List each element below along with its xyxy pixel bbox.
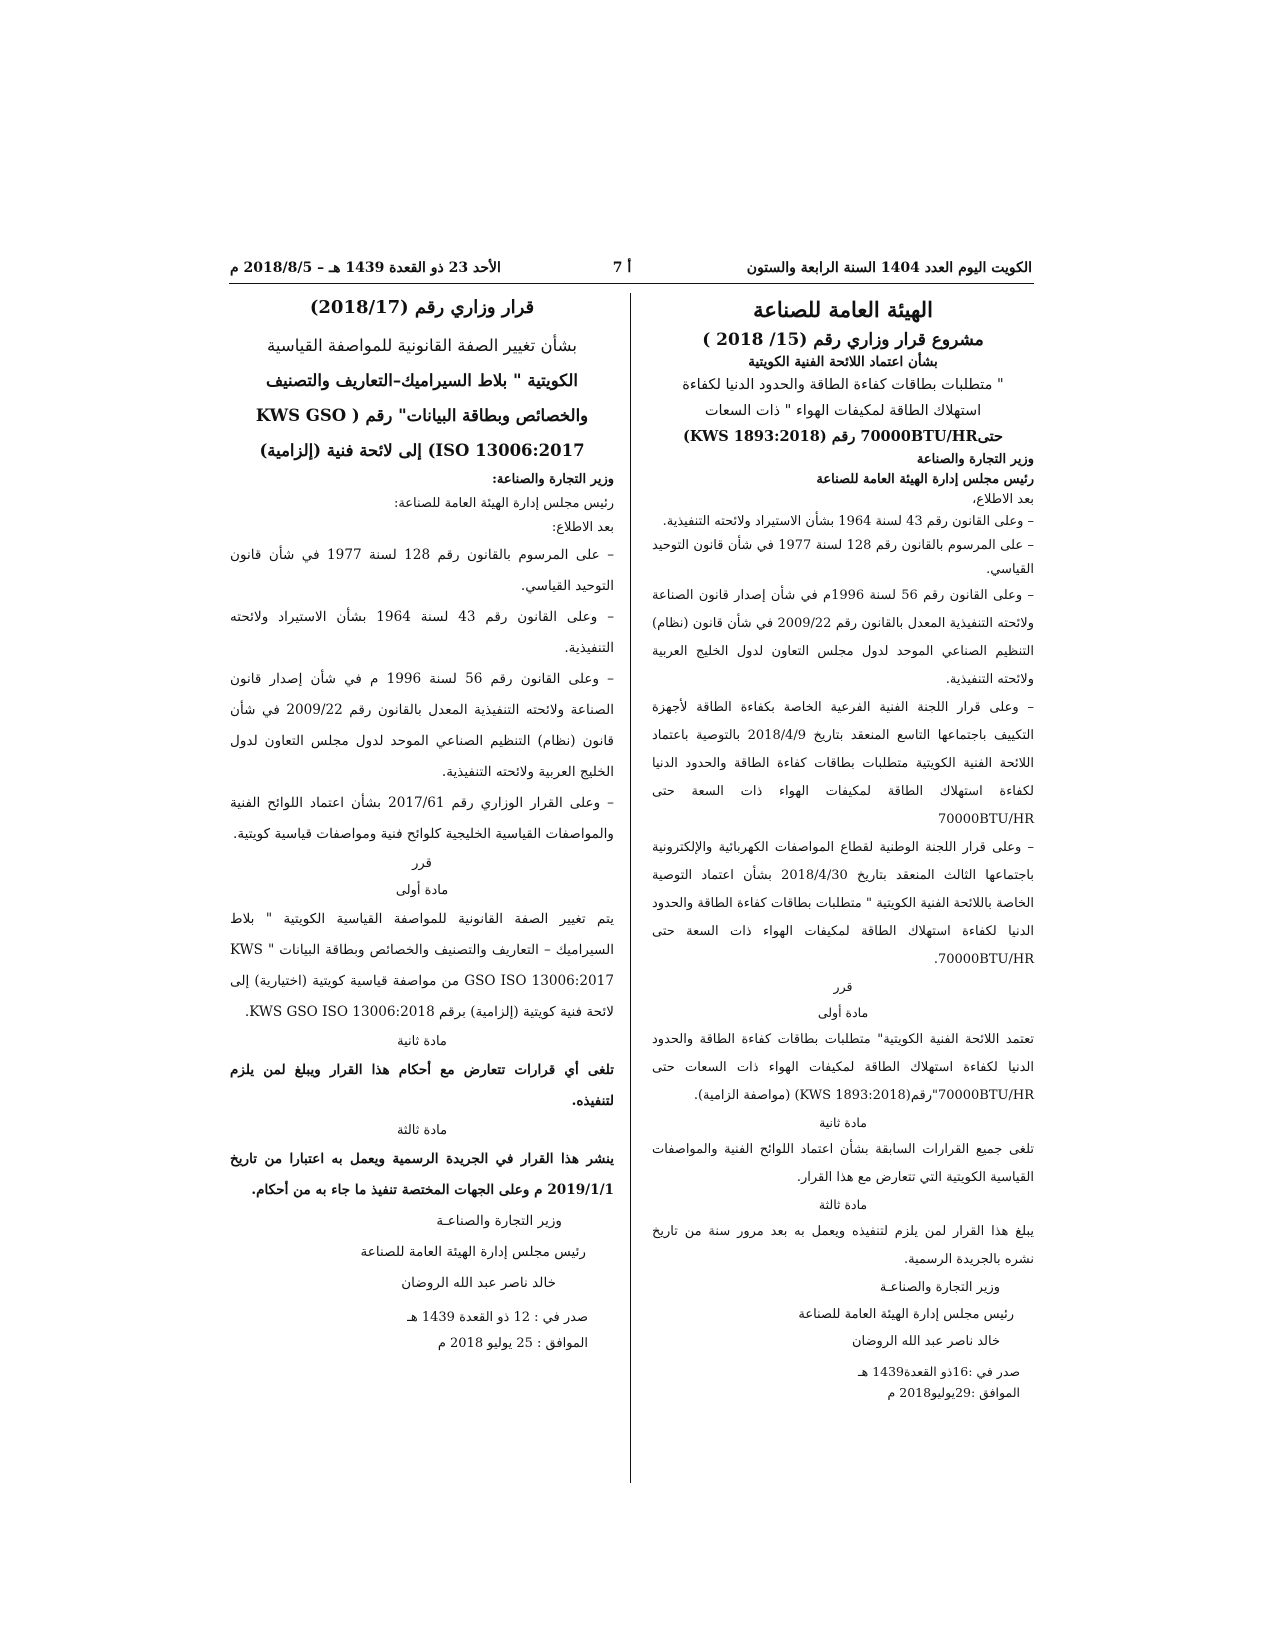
- issued-date: صدر في : 12 ذو القعدة 1439 هـ: [407, 1310, 588, 1325]
- issuer-line: رئيس مجلس إدارة الهيئة العامة للصناعة:: [393, 496, 614, 511]
- preamble-clause: – وعلى القانون رقم 43 لسنة 1964 بشأن الاستيراد ولائحته التنفيذية.: [662, 514, 1034, 529]
- preamble-clause: – وعلى قرار اللجنة الوطنية لقطاع المواصفات الكهربائية والإلكترونية باجتماعها الثالث المنعقد بتاريخ 2018/4/30 بشأن اعتماد التوصية الخاصة باللائحة الفنية الكويتية " متطلبات بطاقات كفاءة الطاقة والحدود الدنيا لكفاءة استهلاك الطاقة لمكيفات الهواء ذات السعة حتى 70000BTU/HR.: [652, 840, 1034, 967]
- authority-heading: الهيئة العامة للصناعة: [753, 297, 933, 322]
- signature-line: وزير التجارة والصناعـة: [436, 1213, 562, 1229]
- right-column: [652, 297, 1034, 1403]
- issuer-line: رئيس مجلس إدارة الهيئة العامة للصناعة: [816, 472, 1034, 487]
- article-heading: مادة أولى: [395, 883, 449, 898]
- decided-heading: قرر: [833, 979, 853, 994]
- title-line: حتى70000BTU/HR رقم (KWS 1893:2018): [682, 428, 1003, 445]
- signature-line: خالد ناصر عبد الله الروضان: [401, 1275, 556, 1291]
- article-heading: مادة ثانية: [397, 1034, 447, 1049]
- title-line: ISO 13006:2017) إلى لائحة فنية (إلزامية): [259, 441, 585, 460]
- preamble-clause: – وعلى القانون رقم 43 لسنة 1964 بشأن الاستيراد ولائحته التنفيذية.: [230, 609, 614, 656]
- preamble-clause: – وعلى قرار اللجنة الفنية الفرعية الخاصة بكفاءة الطاقة لأجهزة التكييف باجتماعها التاسع المنعقد بتاريخ 2018/4/9 بالتوصية باعتماد اللائحة الفنية الكويتية متطلبات بطاقات كفاءة الطاقة والحدود الدنيا لكفاءة استهلاك الطاقة لمكيفات الهواء ذات السعة حتى 70000BTU/HR: [652, 700, 1034, 827]
- decision-subject: بشأن اعتماد اللائحة الفنية الكويتية: [748, 354, 938, 370]
- after-review-label: بعد الاطلاع،: [972, 492, 1034, 507]
- decided-heading: قرر: [412, 856, 432, 871]
- article-text: تلغى جميع القرارات السابقة بشأن اعتماد اللوائح الفنية والمواصفات القياسية الكويتية التي تتعارض مع هذا القرار.: [652, 1142, 1034, 1185]
- article-text: يبلغ هذا القرار لمن يلزم لتنفيذه ويعمل به بعد مرور سنة من تاريخ نشره بالجريدة الرسمية.: [652, 1224, 1034, 1267]
- article-text: تعتمد اللائحة الفنية الكويتية" متطلبات بطاقات كفاءة الطاقة والحدود الدنيا لكفاءة استهلاك الطاقة لمكيفات الهواء ذات السعات حتى 70000BTU/HR"رقم(KWS 1893:2018) (مواصفة الزامية).: [652, 1032, 1034, 1103]
- decision-title: مشروع قرار وزاري رقم (15/ 2018 ): [702, 330, 984, 350]
- preamble-clause: – وعلى القانون رقم 56 لسنة 1996م في شأن إصدار قانون الصناعة ولائحته التنفيذية المعدل بالقانون رقم 2009/22 في شأن قانون (نظام) التنظيم الصناعي الموحد لدول مجلس التعاون لدول الخليج العربية ولائحته التنفيذية.: [652, 588, 1034, 687]
- gregorian-date: الموافق :29يوليو2018 م: [887, 1385, 1020, 1400]
- title-line: بشأن تغيير الصفة القانونية للمواصفة القياسية: [267, 336, 577, 355]
- signature-line: رئيس مجلس إدارة الهيئة العامة للصناعة: [798, 1307, 1014, 1322]
- signature-line: رئيس مجلس إدارة الهيئة العامة للصناعة: [360, 1244, 586, 1260]
- article-text: ينشر هذا القرار في الجريدة الرسمية ويعمل به اعتبارا من تاريخ 2019/1/1 م وعلى الجهات المختصة تنفيذ ما جاء به من أحكام.: [230, 1151, 614, 1198]
- title-line: والخصائص وبطاقة البيانات" رقم ( KWS GSO: [255, 406, 589, 425]
- header-issue-info: الكويت اليوم العدد 1404 السنة الرابعة والستون: [746, 260, 1032, 276]
- preamble-clause: – على المرسوم بالقانون رقم 128 لسنة 1977 في شأن قانون التوحيد القياسي.: [230, 547, 614, 594]
- preamble-clause: – على المرسوم بالقانون رقم 128 لسنة 1977 في شأن قانون التوحيد القياسي.: [652, 538, 1035, 577]
- title-line: الكويتية " بلاط السيراميك–التعاريف والتصنيف: [265, 371, 578, 390]
- column-divider: [630, 293, 631, 1483]
- article-text: تلغى أي قرارات تتعارض مع أحكام هذا القرار ويبلغ لمن يلزم لتنفيذه.: [230, 1062, 614, 1109]
- issuer-line: وزير التجارة والصناعة:: [492, 472, 614, 487]
- article-heading: مادة أولى: [817, 1005, 869, 1020]
- title-line: استهلاك الطاقة لمكيفات الهواء " ذات السعات: [704, 403, 982, 419]
- after-review-label: بعد الاطلاع:: [551, 520, 614, 535]
- article-heading: مادة ثالثة: [818, 1197, 868, 1212]
- article-text: يتم تغيير الصفة القانونية للمواصفة القياسية الكويتية " بلاط السيراميك – التعاريف والتصنيف والخصائص وبطاقة البيانات " KWS GSO ISO 13006:2017 من مواصفة قياسية كويتية (اختيارية) إلى لائحة فنية كويتية (إلزامية) برقم KWS GSO ISO 13006:2018.: [230, 911, 614, 1020]
- decision-title: قرار وزاري رقم (2018/17): [309, 297, 535, 318]
- gregorian-date: الموافق : 25 يوليو 2018 م: [437, 1336, 588, 1351]
- left-column: [230, 297, 614, 1357]
- preamble-clause: – وعلى القرار الوزاري رقم 2017/61 بشأن اعتماد اللوائح الفنية والمواصفات القياسية الخليجية كلوائح فنية ومواصفات قياسية كويتية.: [230, 795, 614, 842]
- issuer-line: وزير التجارة والصناعة: [916, 452, 1034, 467]
- header-page-number: 7 أ: [612, 260, 632, 276]
- preamble-clause: – وعلى القانون رقم 56 لسنة 1996 م في شأن إصدار قانون الصناعة ولائحته التنفيذية المعدل بالقانون رقم 2009/22 في شأن قانون (نظام) التنظيم الصناعي الموحد لدول مجلس التعاون لدول الخليج العربية ولائحته التنفيذية.: [230, 671, 614, 780]
- header-date: الأحد 23 ذو القعدة 1439 هـ – 2018/8/5 م: [230, 260, 501, 276]
- signature-line: وزير التجارة والصناعـة: [879, 1280, 1000, 1295]
- issued-date: صدر في :16ذو القعدة1439 هـ: [857, 1364, 1020, 1379]
- article-heading: مادة ثانية: [819, 1115, 867, 1130]
- article-heading: مادة ثالثة: [396, 1123, 448, 1138]
- title-line: " متطلبات بطاقات كفاءة الطاقة والحدود الدنيا لكفاءة: [682, 377, 1004, 393]
- header-rule: [229, 283, 1034, 284]
- signature-line: خالد ناصر عبد الله الروضان: [851, 1334, 1000, 1349]
